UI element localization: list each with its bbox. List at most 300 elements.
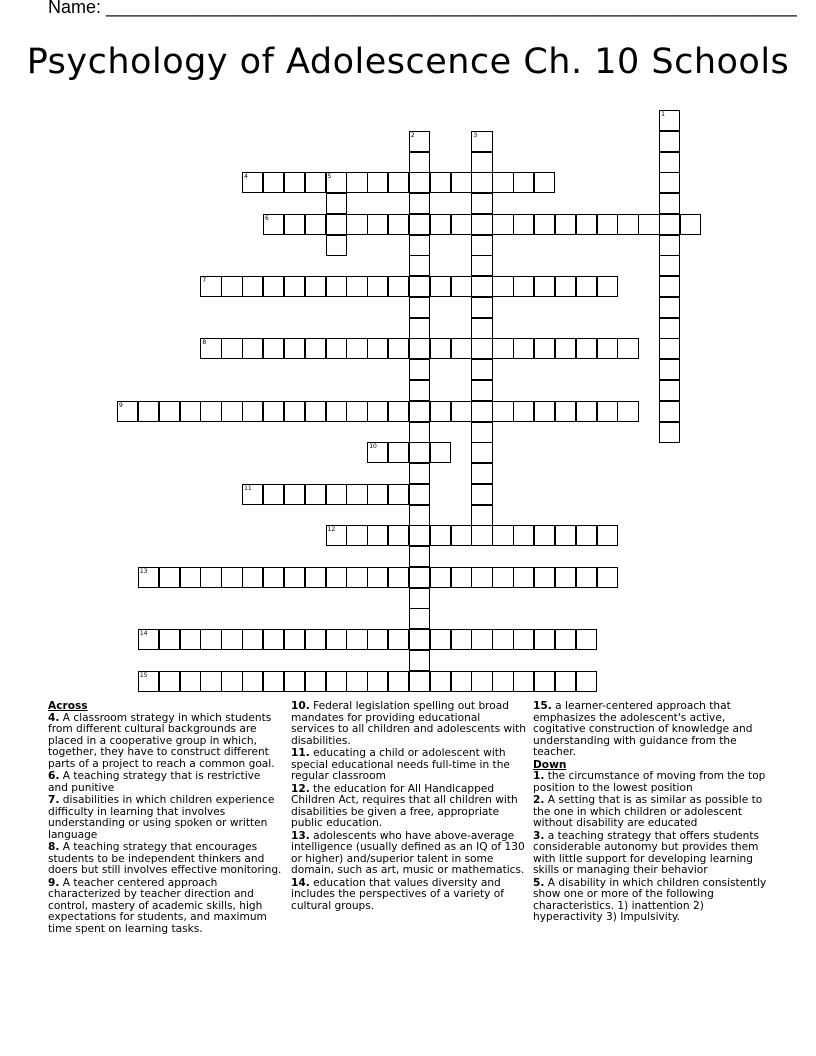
grid-cell[interactable] xyxy=(263,484,284,505)
grid-cell[interactable] xyxy=(451,214,472,235)
grid-cell[interactable] xyxy=(492,671,513,692)
grid-cell[interactable] xyxy=(492,525,513,546)
clue-number-label: 5. xyxy=(533,876,545,889)
grid-cell[interactable] xyxy=(451,276,472,297)
grid-cell[interactable] xyxy=(617,401,638,422)
grid-cell[interactable] xyxy=(471,463,492,484)
clue-number-label: 15. xyxy=(533,700,552,712)
grid-cell[interactable] xyxy=(180,629,201,650)
grid-cell[interactable] xyxy=(284,484,305,505)
grid-cell[interactable] xyxy=(451,629,472,650)
grid-cell[interactable] xyxy=(263,172,284,193)
grid-cell[interactable] xyxy=(659,422,680,443)
grid-cell[interactable] xyxy=(409,463,430,484)
grid-cell[interactable] xyxy=(117,401,138,422)
clue-number: 15 xyxy=(139,671,148,679)
grid-cell[interactable] xyxy=(409,235,430,256)
clue-text: education that values diversity and includes the perspectives of a variety of cultural groups. xyxy=(291,876,504,912)
grid-cell[interactable] xyxy=(471,525,492,546)
grid-cell[interactable] xyxy=(409,608,430,629)
grid-cell[interactable] xyxy=(409,318,430,339)
grid-cell[interactable] xyxy=(388,525,409,546)
across-clue xyxy=(48,713,283,771)
grid-cell[interactable] xyxy=(263,214,284,235)
grid-cell[interactable] xyxy=(471,276,492,297)
grid-cell[interactable] xyxy=(513,525,534,546)
grid-cell[interactable] xyxy=(555,276,576,297)
grid-cell[interactable] xyxy=(305,401,326,422)
across-clue xyxy=(291,701,526,747)
grid-cell[interactable] xyxy=(534,338,555,359)
grid-cell[interactable] xyxy=(346,276,367,297)
grid-cell[interactable] xyxy=(430,172,451,193)
grid-cell[interactable] xyxy=(471,505,492,526)
down-clue xyxy=(533,795,768,830)
grid-cell[interactable] xyxy=(367,276,388,297)
grid-cell[interactable] xyxy=(471,484,492,505)
grid-cell[interactable] xyxy=(367,442,388,463)
grid-cell[interactable] xyxy=(534,629,555,650)
across-clue xyxy=(533,701,768,759)
grid-cell[interactable] xyxy=(388,671,409,692)
down-clue xyxy=(533,831,768,877)
grid-cell[interactable] xyxy=(242,567,263,588)
clue-text: A classroom strategy in which students from different cultural backgrounds are placed in a cooperative group in which, together, they have to construct different parts of a project to reach a common goal. xyxy=(48,711,275,770)
clue-number-label: 1. xyxy=(533,770,545,782)
page-title: Psychology of Adolescence Ch. 10 Schools xyxy=(26,42,790,82)
grid-cell[interactable] xyxy=(576,525,597,546)
grid-cell[interactable] xyxy=(659,318,680,339)
grid-cell[interactable] xyxy=(242,629,263,650)
grid-cell[interactable] xyxy=(534,525,555,546)
grid-cell[interactable] xyxy=(159,401,180,422)
grid-cell[interactable] xyxy=(346,401,367,422)
clue-text: A teaching strategy that is restrictive and punitive xyxy=(48,770,261,794)
grid-cell[interactable] xyxy=(617,338,638,359)
grid-cell[interactable] xyxy=(326,214,347,235)
grid-cell[interactable] xyxy=(492,567,513,588)
grid-cell[interactable] xyxy=(555,214,576,235)
grid-cell[interactable] xyxy=(138,671,159,692)
grid-cell[interactable] xyxy=(263,567,284,588)
clue-text: a teaching strategy that offers students considerable autonomy but provides them with little support for developing learning skills or managing their behavior xyxy=(533,829,760,876)
clues-column-1 xyxy=(48,701,283,936)
grid-cell[interactable] xyxy=(492,276,513,297)
clue-text: the education for All Handicapped Children Act, requires that all children with disabilities be given a free, appropriate public education. xyxy=(291,782,518,829)
grid-cell[interactable] xyxy=(346,214,367,235)
grid-cell[interactable] xyxy=(159,567,180,588)
grid-cell[interactable] xyxy=(638,214,659,235)
grid-cell[interactable] xyxy=(597,338,618,359)
clue-number-label: 3. xyxy=(533,829,545,842)
grid-cell[interactable] xyxy=(159,629,180,650)
clue-text: A disability in which children consistently show one or more of the following characteristics. 1) inattention 2) hyperactivity 3) Impulsivity. xyxy=(533,876,767,923)
clue-number-label: 9. xyxy=(48,876,60,889)
across-clue xyxy=(291,878,526,913)
across-clue xyxy=(48,878,283,936)
grid-cell[interactable] xyxy=(492,172,513,193)
clue-number: 4 xyxy=(244,173,248,181)
grid-cell[interactable] xyxy=(534,567,555,588)
grid-cell[interactable] xyxy=(180,671,201,692)
grid-cell[interactable] xyxy=(326,484,347,505)
grid-cell[interactable] xyxy=(659,193,680,214)
grid-cell[interactable] xyxy=(263,629,284,650)
clue-number: 10 xyxy=(369,443,377,451)
clue-text: a learner-centered approach that emphasizes the adolescent's active, cogitative construction of knowledge and understanding with guidance from the teacher. xyxy=(533,700,753,758)
grid-cell[interactable] xyxy=(346,338,367,359)
grid-cell[interactable] xyxy=(409,442,430,463)
grid-cell[interactable] xyxy=(471,671,492,692)
grid-cell[interactable] xyxy=(388,567,409,588)
grid-cell[interactable] xyxy=(430,525,451,546)
grid-cell[interactable] xyxy=(409,671,430,692)
grid-cell[interactable] xyxy=(367,629,388,650)
grid-cell[interactable] xyxy=(367,567,388,588)
grid-cell[interactable] xyxy=(513,214,534,235)
grid-cell[interactable] xyxy=(388,172,409,193)
grid-cell[interactable] xyxy=(409,422,430,443)
grid-cell[interactable] xyxy=(555,525,576,546)
grid-cell[interactable] xyxy=(597,214,618,235)
grid-cell[interactable] xyxy=(409,650,430,671)
across-heading: Across xyxy=(48,700,88,712)
grid-cell[interactable] xyxy=(451,671,472,692)
grid-cell[interactable] xyxy=(659,401,680,422)
grid-cell[interactable] xyxy=(471,172,492,193)
grid-cell[interactable] xyxy=(263,338,284,359)
grid-cell[interactable] xyxy=(492,401,513,422)
clue-number-label: 4. xyxy=(48,711,60,724)
grid-cell[interactable] xyxy=(305,484,326,505)
clue-number-label: 13. xyxy=(291,829,310,842)
grid-cell[interactable] xyxy=(576,567,597,588)
grid-cell[interactable] xyxy=(200,629,221,650)
grid-cell[interactable] xyxy=(534,172,555,193)
grid-cell[interactable] xyxy=(326,338,347,359)
grid-cell[interactable] xyxy=(138,629,159,650)
grid-cell[interactable] xyxy=(555,671,576,692)
grid-cell[interactable] xyxy=(659,152,680,173)
grid-cell[interactable] xyxy=(409,338,430,359)
grid-cell[interactable] xyxy=(367,525,388,546)
grid-cell[interactable] xyxy=(430,338,451,359)
down-clue xyxy=(533,878,768,924)
grid-cell[interactable] xyxy=(513,567,534,588)
grid-cell[interactable] xyxy=(221,276,242,297)
grid-cell[interactable] xyxy=(471,401,492,422)
clue-number: 12 xyxy=(327,526,336,534)
grid-cell[interactable] xyxy=(388,401,409,422)
clue-number: 1 xyxy=(661,111,665,118)
grid-cell[interactable] xyxy=(430,401,451,422)
grid-cell[interactable] xyxy=(409,152,430,173)
grid-cell[interactable] xyxy=(221,567,242,588)
grid-cell[interactable] xyxy=(659,255,680,276)
grid-cell[interactable] xyxy=(409,525,430,546)
grid-cell[interactable] xyxy=(430,214,451,235)
grid-cell[interactable] xyxy=(367,214,388,235)
clue-number-label: 14. xyxy=(291,876,310,889)
grid-cell[interactable] xyxy=(555,338,576,359)
grid-cell[interactable] xyxy=(263,276,284,297)
clue-number: 14 xyxy=(139,630,148,638)
grid-cell[interactable] xyxy=(659,276,680,297)
grid-cell[interactable] xyxy=(492,214,513,235)
grid-cell[interactable] xyxy=(326,525,347,546)
grid-cell[interactable] xyxy=(388,276,409,297)
grid-cell[interactable] xyxy=(221,671,242,692)
grid-cell[interactable] xyxy=(471,152,492,173)
clues-column-2 xyxy=(291,701,526,913)
grid-cell[interactable] xyxy=(242,338,263,359)
grid-cell[interactable] xyxy=(659,297,680,318)
grid-cell[interactable] xyxy=(576,629,597,650)
clue-number: 7 xyxy=(202,277,207,285)
grid-cell[interactable] xyxy=(471,629,492,650)
grid-cell[interactable] xyxy=(159,671,180,692)
grid-cell[interactable] xyxy=(305,567,326,588)
grid-cell[interactable] xyxy=(326,671,347,692)
clue-text: disabilities in which children experience difficulty in learning that involves understanding or using spoken or written language xyxy=(48,794,275,841)
grid-cell[interactable] xyxy=(367,671,388,692)
grid-cell[interactable] xyxy=(200,671,221,692)
grid-cell[interactable] xyxy=(284,172,305,193)
grid-cell[interactable] xyxy=(513,338,534,359)
clue-number-label: 2. xyxy=(533,794,545,806)
grid-cell[interactable] xyxy=(492,338,513,359)
grid-cell[interactable] xyxy=(138,401,159,422)
grid-cell[interactable] xyxy=(492,629,513,650)
grid-cell[interactable] xyxy=(409,193,430,214)
grid-cell[interactable] xyxy=(305,671,326,692)
grid-cell[interactable] xyxy=(180,401,201,422)
grid-cell[interactable] xyxy=(346,525,367,546)
grid-cell[interactable] xyxy=(659,110,680,131)
down-heading: Down xyxy=(533,758,567,771)
grid-cell[interactable] xyxy=(451,338,472,359)
grid-cell[interactable] xyxy=(284,629,305,650)
grid-cell[interactable] xyxy=(471,255,492,276)
grid-cell[interactable] xyxy=(471,380,492,401)
grid-cell[interactable] xyxy=(346,172,367,193)
grid-cell[interactable] xyxy=(576,671,597,692)
grid-cell[interactable] xyxy=(242,401,263,422)
grid-cell[interactable] xyxy=(263,401,284,422)
grid-cell[interactable] xyxy=(471,338,492,359)
grid-cell[interactable] xyxy=(513,629,534,650)
grid-cell[interactable] xyxy=(305,214,326,235)
grid-cell[interactable] xyxy=(430,442,451,463)
grid-cell[interactable] xyxy=(576,276,597,297)
grid-cell[interactable] xyxy=(409,172,430,193)
grid-cell[interactable] xyxy=(284,338,305,359)
grid-cell[interactable] xyxy=(471,297,492,318)
grid-cell[interactable] xyxy=(659,172,680,193)
grid-cell[interactable] xyxy=(263,671,284,692)
grid-cell[interactable] xyxy=(367,172,388,193)
grid-cell[interactable] xyxy=(471,318,492,339)
grid-cell[interactable] xyxy=(409,255,430,276)
grid-cell[interactable] xyxy=(659,131,680,152)
grid-cell[interactable] xyxy=(346,567,367,588)
grid-cell[interactable] xyxy=(659,380,680,401)
grid-cell[interactable] xyxy=(576,214,597,235)
grid-cell[interactable] xyxy=(284,671,305,692)
clue-text: A teaching strategy that encourages students to be independent thinkers and doers but still involves effective monitoring. xyxy=(48,841,282,876)
grid-cell[interactable] xyxy=(555,567,576,588)
grid-cell[interactable] xyxy=(346,629,367,650)
grid-cell[interactable] xyxy=(680,214,701,235)
grid-cell[interactable] xyxy=(326,172,347,193)
down-clue xyxy=(533,771,768,794)
grid-cell[interactable] xyxy=(367,338,388,359)
grid-cell[interactable] xyxy=(430,671,451,692)
clue-number-label: 10. xyxy=(291,700,310,712)
grid-cell[interactable] xyxy=(451,525,472,546)
grid-cell[interactable] xyxy=(367,401,388,422)
grid-cell[interactable] xyxy=(534,401,555,422)
grid-cell[interactable] xyxy=(326,193,347,214)
grid-cell[interactable] xyxy=(367,484,388,505)
clue-text: educating a child or adolescent with special educational needs full-time in the regular classroom xyxy=(291,747,510,782)
grid-cell[interactable] xyxy=(409,276,430,297)
grid-cell[interactable] xyxy=(409,505,430,526)
grid-cell[interactable] xyxy=(471,359,492,380)
grid-cell[interactable] xyxy=(305,276,326,297)
grid-cell[interactable] xyxy=(471,422,492,443)
grid-cell[interactable] xyxy=(597,567,618,588)
grid-cell[interactable] xyxy=(597,525,618,546)
grid-cell[interactable] xyxy=(305,629,326,650)
grid-cell[interactable] xyxy=(409,546,430,567)
grid-cell[interactable] xyxy=(409,588,430,609)
grid-cell[interactable] xyxy=(451,172,472,193)
grid-cell[interactable] xyxy=(471,235,492,256)
grid-cell[interactable] xyxy=(471,131,492,152)
grid-cell[interactable] xyxy=(200,401,221,422)
grid-cell[interactable] xyxy=(471,442,492,463)
grid-cell[interactable] xyxy=(659,338,680,359)
grid-cell[interactable] xyxy=(138,567,159,588)
grid-cell[interactable] xyxy=(326,235,347,256)
grid-cell[interactable] xyxy=(409,131,430,152)
grid-cell[interactable] xyxy=(471,567,492,588)
grid-cell[interactable] xyxy=(284,214,305,235)
clues-column-3 xyxy=(533,701,768,925)
grid-cell[interactable] xyxy=(409,401,430,422)
grid-cell[interactable] xyxy=(659,235,680,256)
across-clue xyxy=(48,795,283,841)
grid-cell[interactable] xyxy=(617,214,638,235)
grid-cell[interactable] xyxy=(430,629,451,650)
grid-cell[interactable] xyxy=(346,671,367,692)
grid-cell[interactable] xyxy=(513,172,534,193)
across-clue xyxy=(291,784,526,830)
clue-number: 8 xyxy=(202,339,207,347)
grid-cell[interactable] xyxy=(326,629,347,650)
grid-cell[interactable] xyxy=(388,214,409,235)
grid-cell[interactable] xyxy=(513,276,534,297)
grid-cell[interactable] xyxy=(221,629,242,650)
grid-cell[interactable] xyxy=(513,671,534,692)
grid-cell[interactable] xyxy=(284,401,305,422)
grid-cell[interactable] xyxy=(659,214,680,235)
grid-cell[interactable] xyxy=(534,214,555,235)
grid-cell[interactable] xyxy=(597,401,618,422)
clue-number: 5 xyxy=(327,173,332,181)
grid-cell[interactable] xyxy=(180,567,201,588)
grid-cell[interactable] xyxy=(597,276,618,297)
grid-cell[interactable] xyxy=(659,359,680,380)
grid-cell[interactable] xyxy=(326,276,347,297)
grid-cell[interactable] xyxy=(409,359,430,380)
clue-number: 2 xyxy=(410,131,415,139)
grid-cell[interactable] xyxy=(242,172,263,193)
grid-cell[interactable] xyxy=(409,629,430,650)
grid-cell[interactable] xyxy=(326,401,347,422)
clue-text: Federal legislation spelling out broad mandates for providing educational services to all children and adolescents with disabilities. xyxy=(291,700,527,747)
grid-cell[interactable] xyxy=(242,276,263,297)
grid-cell[interactable] xyxy=(242,671,263,692)
grid-cell[interactable] xyxy=(388,338,409,359)
clue-text: A teacher centered approach characterized by teacher direction and control, mastery of academic skills, high expectations for students, and maximum time spent on learning tasks. xyxy=(48,876,267,935)
clue-text: A setting that is as similar as possible to the one in which children or adolescent without disability are educated xyxy=(533,794,763,829)
grid-cell[interactable] xyxy=(305,338,326,359)
clue-number: 9 xyxy=(119,401,123,409)
grid-cell[interactable] xyxy=(451,401,472,422)
grid-cell[interactable] xyxy=(409,567,430,588)
grid-cell[interactable] xyxy=(534,671,555,692)
grid-cell[interactable] xyxy=(471,214,492,235)
grid-cell[interactable] xyxy=(326,567,347,588)
grid-cell[interactable] xyxy=(576,338,597,359)
clue-number: 3 xyxy=(473,131,478,139)
grid-cell[interactable] xyxy=(513,401,534,422)
grid-cell[interactable] xyxy=(200,567,221,588)
grid-cell[interactable] xyxy=(409,214,430,235)
grid-cell[interactable] xyxy=(451,567,472,588)
grid-cell[interactable] xyxy=(534,276,555,297)
grid-cell[interactable] xyxy=(284,567,305,588)
grid-cell[interactable] xyxy=(409,484,430,505)
clue-number-label: 12. xyxy=(291,782,310,795)
grid-cell[interactable] xyxy=(555,629,576,650)
grid-cell[interactable] xyxy=(388,484,409,505)
name-line: Name: _____________________________________________________________________ xyxy=(48,0,797,17)
grid-cell[interactable] xyxy=(430,567,451,588)
grid-cell[interactable] xyxy=(555,401,576,422)
grid-cell[interactable] xyxy=(305,172,326,193)
grid-cell[interactable] xyxy=(242,484,263,505)
across-clue xyxy=(291,831,526,877)
grid-cell[interactable] xyxy=(576,401,597,422)
grid-cell[interactable] xyxy=(388,629,409,650)
grid-cell[interactable] xyxy=(388,442,409,463)
grid-cell[interactable] xyxy=(409,380,430,401)
clue-number: 6 xyxy=(264,214,269,222)
grid-cell[interactable] xyxy=(346,484,367,505)
grid-cell[interactable] xyxy=(221,338,242,359)
grid-cell[interactable] xyxy=(471,193,492,214)
grid-cell[interactable] xyxy=(284,276,305,297)
grid-cell[interactable] xyxy=(409,297,430,318)
grid-cell[interactable] xyxy=(430,276,451,297)
grid-cell[interactable] xyxy=(200,276,221,297)
grid-cell[interactable] xyxy=(221,401,242,422)
clue-text: the circumstance of moving from the top position to the lowest position xyxy=(533,770,766,794)
grid-cell[interactable] xyxy=(200,338,221,359)
